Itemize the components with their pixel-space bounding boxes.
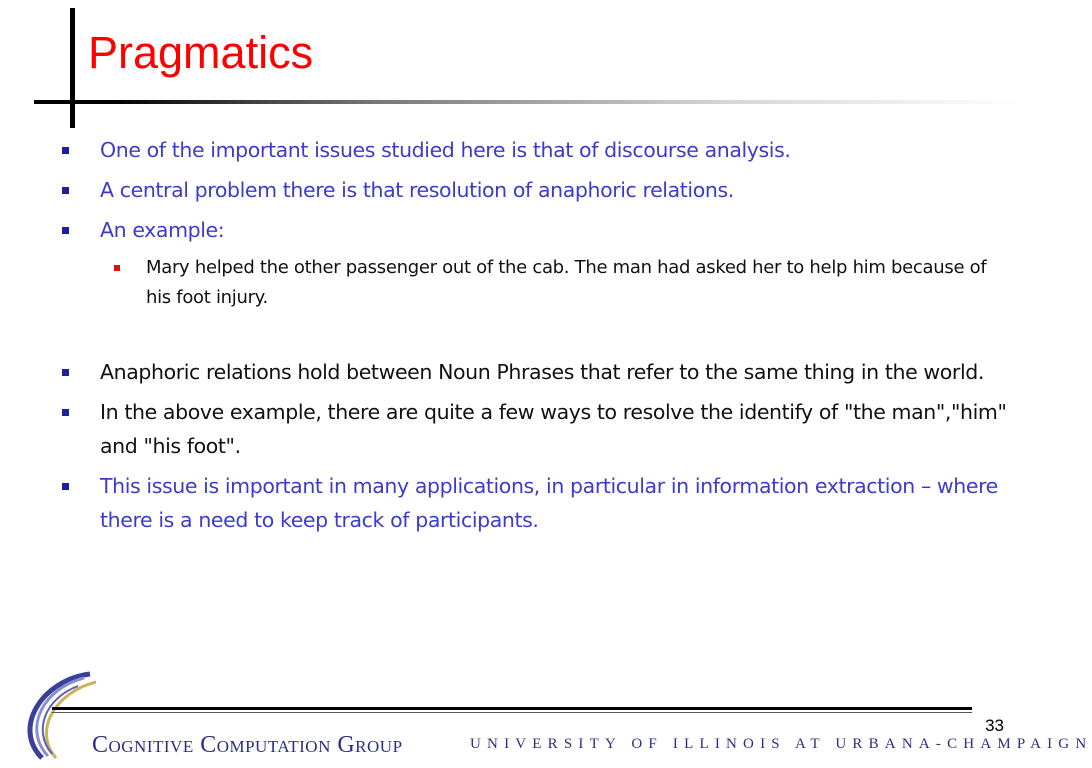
title-vertical-rule [70,8,75,128]
bullet-text: A central problem there is that resolution of anaphoric relations. [100,178,734,202]
sub-bullet-text: Mary helped the other passenger out of the cab. The man had asked her to help him because of his foot injury. [146,257,987,308]
bullet-text: Anaphoric relations hold between Noun Phrases that refer to the same thing in the world. [100,360,984,384]
sub-bullet-item [104,253,1015,313]
title-horizontal-rule [34,100,1024,104]
bullet-list [60,133,1015,543]
bullet-text: One of the important issues studied here is that of discourse analysis. [100,138,791,162]
sub-bullet-square-icon [114,265,120,271]
footer-rule [52,707,972,710]
slide-title: Pragmatics [88,27,314,78]
bullet-square-icon [62,369,69,376]
bullet-item [60,355,1015,389]
bullet-square-icon [62,483,69,490]
bullet-square-icon [62,147,69,154]
group-name: Cognitive Computation Group [92,732,403,758]
bullet-item [60,213,1015,247]
bullet-item [60,173,1015,207]
university-name: UNIVERSITY OF ILLINOIS AT URBANA-CHAMPAIGN [470,736,1092,752]
ccg-swoosh-logo-icon [12,668,102,763]
bullet-text: In the above example, there are quite a few ways to resolve the identify of "the man","him" and "his foot". [100,400,1007,458]
bullet-square-icon [62,409,69,416]
slide-number: 33 [985,716,1004,735]
footer-rule-thin [52,712,972,713]
bullet-item [60,395,1015,463]
bullet-text: This issue is important in many applications, in particular in information extraction – where there is a need to keep track of participants. [100,474,998,532]
bullet-square-icon [62,187,69,194]
bullet-text: An example: [100,218,225,242]
bullet-square-icon [62,227,69,234]
bullet-item [60,133,1015,167]
bullet-item [60,469,1015,537]
